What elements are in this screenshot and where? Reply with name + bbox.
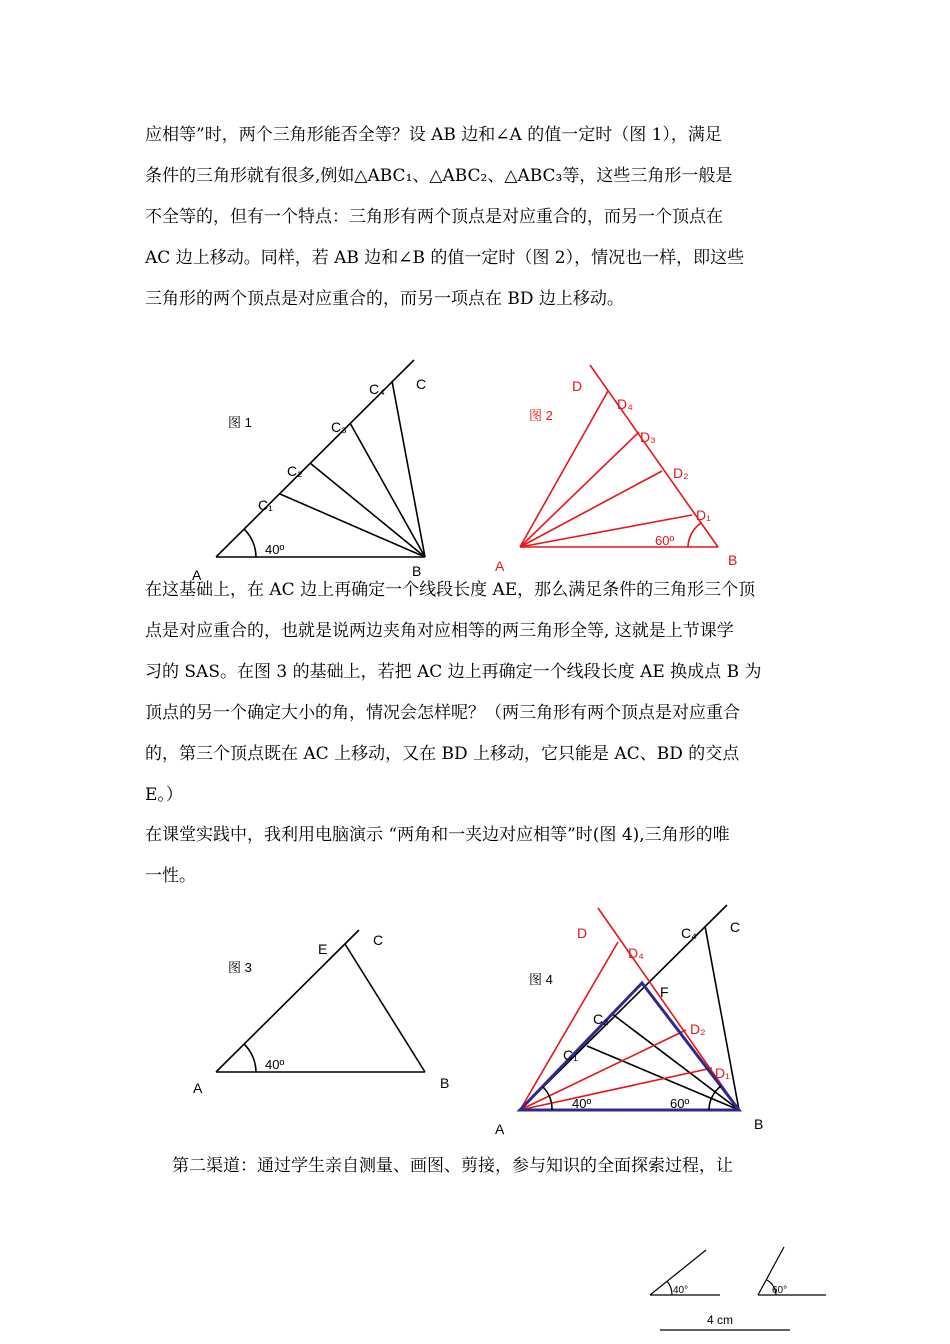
fig3-label-e: E (318, 941, 328, 957)
figure-1 (216, 360, 425, 557)
fig4-segment-bc4 (705, 926, 739, 1110)
fig2-label-d2: D₂ (673, 465, 689, 481)
bottom-angle-60-label: 60° (772, 1285, 788, 1296)
text-line: 在课堂实践中，我利用电脑演示 “两角和一夹边对应相等”时(图 4),三角形的唯 (145, 825, 730, 845)
fig4-label-d: D (577, 925, 588, 941)
fig1-segment-bc2 (310, 463, 425, 557)
text-line: 条件的三角形就有很多,例如△ABC₁、△ABC₂、△ABC₃等，这些三角形一般是 (145, 166, 733, 186)
fig3-label-b: B (440, 1075, 450, 1091)
fig1-label-c4: C₄ (369, 381, 385, 397)
text-line: 应相等”时，两个三角形能否全等？设 AB 边和∠A 的值一定时（图 1），满足 (145, 125, 722, 145)
fig1-label-c: C (416, 376, 427, 392)
fig3-label-c: C (373, 932, 384, 948)
bottom-length-label: 4 cm (707, 1313, 734, 1327)
text-line: 习的 SAS。在图 3 的基础上，若把 AC 边上再确定一个线段长度 AE 换成点 B 为 (145, 662, 762, 682)
fig2-label-d3: D₃ (640, 429, 656, 445)
fig4-angle-a-label: 40º (572, 1096, 592, 1111)
fig3-label-a: A (193, 1080, 203, 1096)
fig4-label-d2: D₂ (690, 1021, 706, 1037)
fig4-caption: 图 4 (529, 972, 553, 987)
fig4-label-b: B (754, 1116, 764, 1132)
bottom-angle-40-arc (667, 1281, 672, 1295)
figure-4 (520, 905, 739, 1110)
text-line: 在这基础上，在 AC 边上再确定一个线段长度 AE，那么满足条件的三角形三个顶 (145, 580, 756, 600)
fig2-label-d1: D₁ (696, 507, 711, 523)
text-line: 不全等的，但有一个特点：三角形有两个顶点是对应重合的，而另一个顶点在 (145, 207, 723, 227)
text-line: 一性。 (145, 866, 196, 886)
fig4-segment-ad2 (520, 1030, 686, 1110)
fig1-segment-bc1 (280, 494, 425, 557)
fig4-label-c1: C₁ (563, 1047, 578, 1063)
fig1-caption: 图 1 (228, 415, 252, 430)
fig4-label-c2: C₂ (593, 1011, 609, 1027)
fig3-ray-ac (216, 930, 359, 1072)
text-line: E。） (145, 785, 183, 805)
fig4-label-d4: D₄ (628, 945, 644, 961)
fig4-label-d1: D₁ (715, 1065, 730, 1081)
fig2-label-d4: D₄ (617, 396, 633, 412)
fig2-angle-label: 60º (655, 533, 675, 548)
fig3-caption: 图 3 (228, 960, 252, 975)
fig3-angle-label: 40º (265, 1057, 285, 1072)
fig3-side-be (345, 944, 425, 1072)
fig1-label-b: B (412, 563, 422, 579)
text-line: 三角形的两个顶点是对应重合的，而另一项点在 BD 边上移动。 (145, 289, 624, 309)
text-line: AC 边上移动。同样，若 AB 边和∠B 的值一定时（图 2），情况也一样，即这些 (145, 248, 745, 268)
fig2-segment-ad3 (520, 432, 639, 547)
fig1-angle-label: 40º (265, 542, 285, 557)
fig1-label-c3: C₃ (331, 419, 347, 435)
text-line: 顶点的另一个确定大小的角，情况会怎样呢？（两三角形有两个顶点是对应重合 (145, 703, 740, 723)
fig1-angle-arc (244, 529, 256, 557)
fig1-label-c1: C₁ (258, 497, 273, 513)
fig1-segment-bc3 (350, 423, 425, 557)
fig4-label-a: A (495, 1121, 505, 1137)
fig3-angle-arc (244, 1044, 256, 1072)
fig1-label-c2: C₂ (287, 463, 303, 479)
fig2-label-b: B (728, 552, 738, 568)
text-line: 的，第三个顶点既在 AC 上移动，又在 BD 上移动，它只能是 AC、BD 的交点 (145, 744, 740, 764)
fig1-segment-bc4 (392, 381, 425, 557)
fig1-label-a: A (192, 567, 202, 583)
figure-2 (520, 365, 718, 547)
bottom-angle-40-label: 40° (673, 1285, 689, 1296)
fig2-label-a: A (495, 558, 505, 574)
fig2-label-d: D (572, 378, 583, 394)
fig4-angle-b-label: 60º (670, 1096, 690, 1111)
text-line: 点是对应重合的，也就是说两边夹角对应相等的两三角形全等, 这就是上节课学 (145, 621, 734, 641)
text-line: 第二渠道：通过学生亲自测量、画图、剪接，参与知识的全面探索过程，让 (172, 1156, 733, 1176)
fig2-angle-arc (688, 523, 701, 547)
fig2-caption: 图 2 (529, 408, 553, 423)
fig4-label-f: F (660, 984, 669, 1000)
fig4-label-c4: C₄ (681, 925, 697, 941)
fig4-label-c: C (730, 919, 741, 935)
